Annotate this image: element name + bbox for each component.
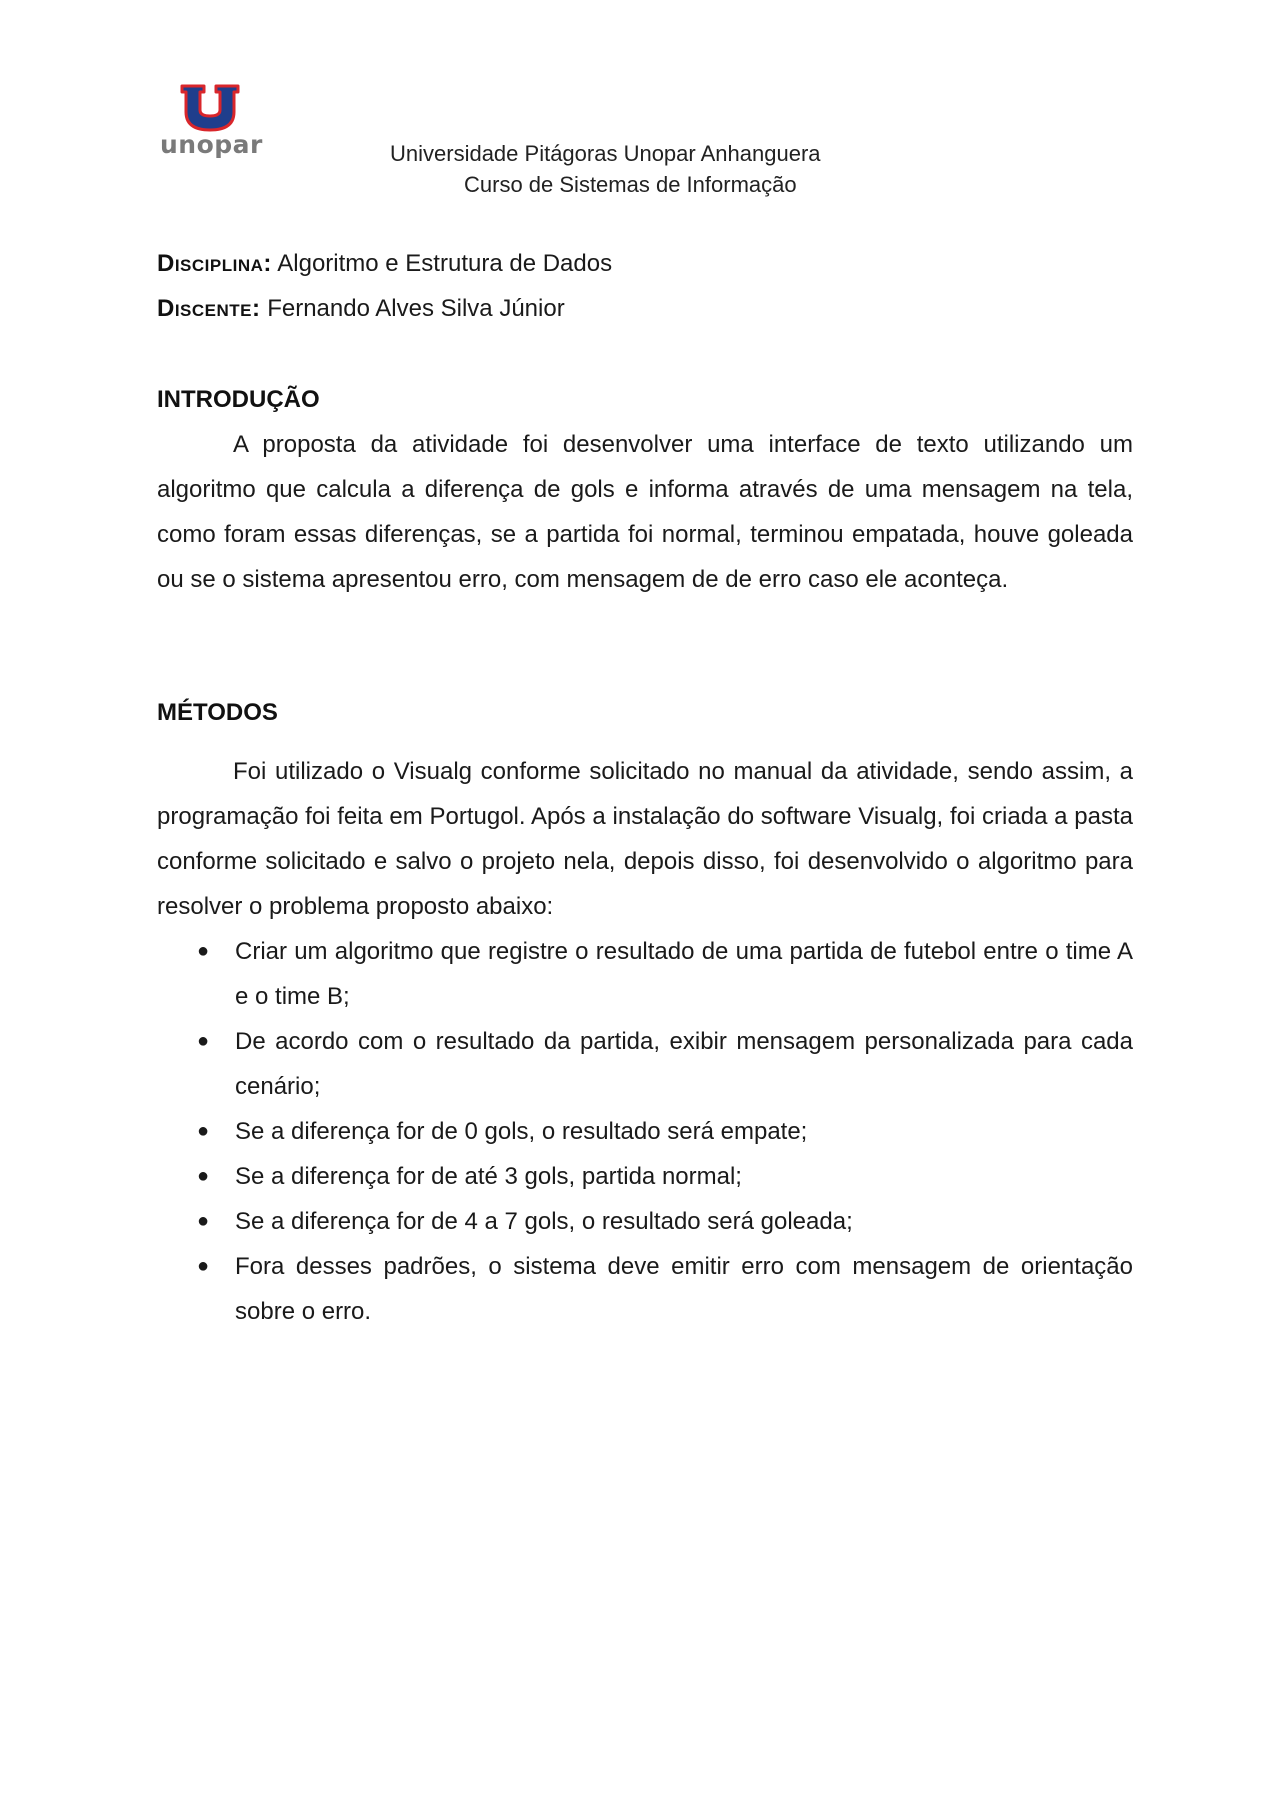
student-colon: : [252,295,261,322]
list-item-text: De acordo com o resultado da partida, exibir mensagem personalizada para cada cenário; [235,1028,1133,1100]
methods-title: MÉTODOS [157,699,278,726]
list-item-text: Criar um algoritmo que registre o resultado de uma partida de futebol entre o time A e o time B; [235,938,1133,1010]
bullet-icon: ● [197,1255,210,1277]
course-name: Curso de Sistemas de Informação [464,172,797,197]
student-row [157,295,565,323]
requirements-list [157,929,1133,1334]
list-item-text: Se a diferença for de 0 gols, o resultado será empate; [235,1118,808,1145]
bullet-icon: ● [197,1120,210,1142]
list-item [157,1154,1133,1199]
discipline-colon: : [263,250,272,277]
university-name: Universidade Pitágoras Unopar Anhanguera [390,141,821,166]
discipline-value: Algoritmo e Estrutura de Dados [277,250,613,277]
list-item-text: Fora desses padrões, o sistema deve emitir erro com mensagem de orientação sobre o erro. [235,1253,1133,1325]
student-label: Discente [157,295,253,322]
intro-paragraph: A proposta da atividade foi desenvolver uma interface de texto utilizando um algoritmo que calcula a diferença de gols e informa através de uma mensagem na tela, como foram essas diferenças, se a partida foi normal, terminou empatada, houve goleada ou se o sistema apresentou erro, com mensagem de de erro caso ele aconteça. [157,431,1133,593]
list-item-text: Se a diferença for de até 3 gols, partida normal; [235,1163,742,1190]
bullet-icon: ● [197,1210,210,1232]
list-item [157,1019,1133,1109]
list-item [157,1244,1133,1334]
list-item-text: Se a diferença for de 4 a 7 gols, o resultado será goleada; [235,1208,853,1235]
intro-title: INTRODUÇÃO [157,386,320,413]
student-value: Fernando Alves Silva Júnior [267,295,565,322]
list-item [157,929,1133,1019]
bullet-icon: ● [197,1165,210,1187]
list-item [157,1199,1133,1244]
bullet-icon: ● [197,1030,210,1052]
list-item [157,1109,1133,1154]
logo-wordmark: unopar [160,130,263,159]
methods-paragraph: Foi utilizado o Visualg conforme solicitado no manual da atividade, sendo assim, a programação foi feita em Portugol. Após a instalação do software Visualg, foi criada a pasta conforme solicitado e salvo o projeto nela, depois disso, foi desenvolvido o algoritmo para resolver o problema proposto abaixo: [157,758,1133,920]
discipline-row [157,250,612,278]
discipline-label: Disciplina [157,250,264,277]
bullet-icon: ● [197,940,210,962]
